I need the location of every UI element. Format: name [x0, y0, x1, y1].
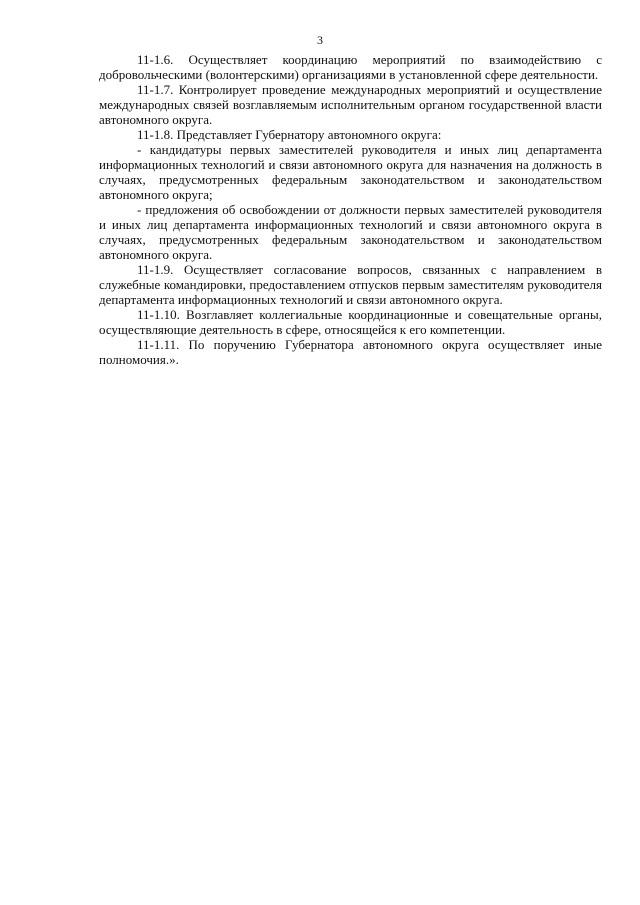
paragraph-11-1-11: 11-1.11. По поручению Губернатора автономного округа осуществляет иные полномочия.». [99, 337, 602, 367]
paragraph-11-1-8-candidates: - кандидатуры первых заместителей руководителя и иных лиц департамента информационных технологий и связи автономного округа для назначения на должность в случаях, предусмотренных федеральным законодательством и законодательством автономного округа; [99, 142, 602, 202]
paragraph-11-1-6: 11-1.6. Осуществляет координацию мероприятий по взаимодействию с добровольческими (волонтерскими) организациями в установленной сфере деятельности. [99, 52, 602, 82]
paragraph-11-1-8: 11-1.8. Представляет Губернатору автономного округа: [137, 127, 442, 142]
paragraph-11-1-7: 11-1.7. Контролирует проведение международных мероприятий и осуществление международных связей возглавляемым исполнительным органом государственной власти автономного округа. [99, 82, 602, 127]
paragraph-11-1-8-dismissal: - предложения об освобождении от должности первых заместителей руководителя и иных лиц департамента информационных технологий и связи автономного округа в случаях, предусмотренных федеральным законодательством и законодательством автономного округа. [99, 202, 602, 262]
paragraph-11-1-10: 11-1.10. Возглавляет коллегиальные координационные и совещательные органы, осуществляющие деятельность в сфере, относящейся к его компетенции. [99, 307, 602, 337]
document-body [99, 52, 602, 367]
page-number: 3 [317, 33, 323, 47]
paragraph-11-1-9: 11-1.9. Осуществляет согласование вопросов, связанных с направлением в служебные командировки, предоставлением отпусков первым заместителям руководителя департамента информационных технологий и связи автономного округа. [99, 262, 602, 307]
